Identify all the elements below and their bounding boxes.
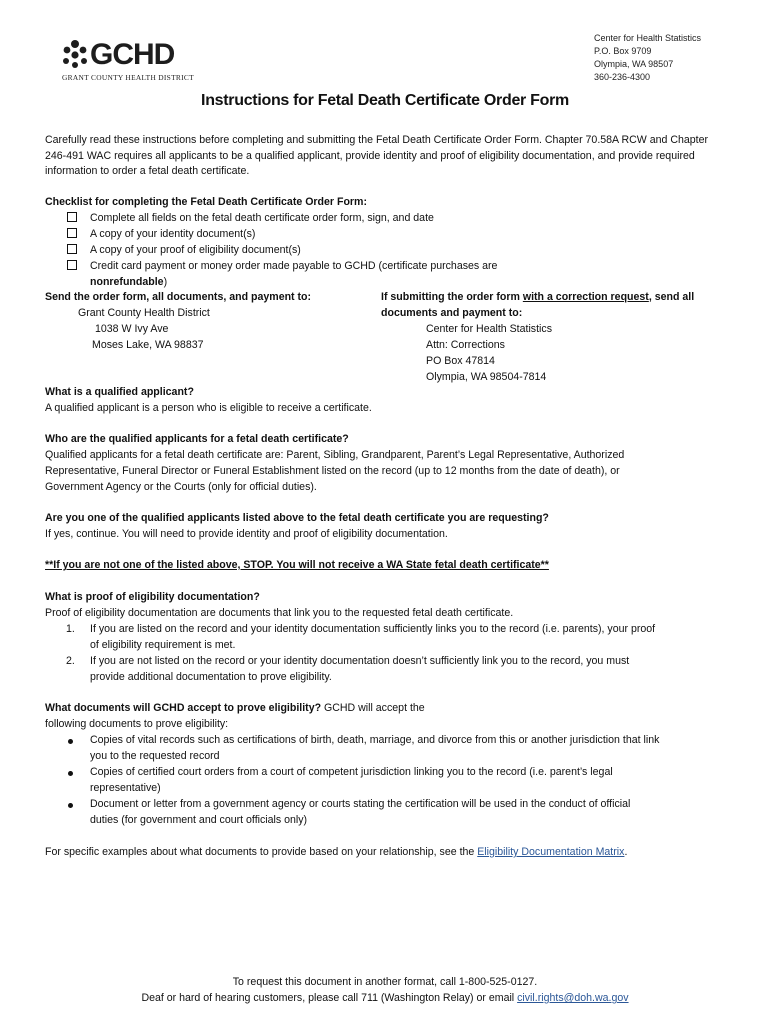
qualified-heading: What is a qualified applicant?	[45, 386, 194, 398]
stop-notice: **If you are not one of the listed above, STOP. You will not receive a WA State fetal death certificate**	[45, 559, 549, 571]
address-line: 360-236-4300	[594, 72, 651, 82]
accept-bullet-line: Copies of certified court orders from a court of competent jurisdiction linking you to the record (i.e. parent’s legal	[90, 766, 613, 778]
checklist-item-label: A copy of your proof of eligibility document(s)	[90, 244, 301, 256]
correction-address-line: Center for Health Statistics	[426, 323, 552, 335]
logo-text: GCHD	[90, 38, 175, 71]
correction-address-line: PO Box 47814	[426, 355, 495, 367]
list-number: 1.	[66, 623, 75, 635]
proof-item-line: If you are not listed on the record or your identity documentation doesn’t sufficiently link you to the record, you must	[90, 655, 630, 667]
checklist-item	[67, 227, 256, 243]
checklist-item	[67, 243, 301, 259]
correction-heading-post: , send all	[648, 291, 695, 303]
checkbox-icon	[67, 212, 77, 222]
send-address-line: Grant County Health District	[78, 307, 210, 319]
bullet-icon	[68, 803, 73, 808]
eligibility-matrix-link[interactable]: Eligibility Documentation Matrix	[477, 846, 625, 858]
checkbox-icon	[67, 228, 77, 238]
address-line: Center for Health Statistics	[594, 33, 702, 43]
proof-heading: What is proof of eligibility documentation?	[45, 591, 260, 603]
accept-bullet-line: Copies of vital records such as certifications of birth, death, marriage, and divorce from this or another jurisdiction that link	[90, 734, 660, 746]
correction-heading-pre: If submitting the order form	[381, 291, 523, 303]
list-number: 2.	[66, 655, 75, 667]
bullet-icon	[68, 739, 73, 744]
checklist-item-label: A copy of your identity document(s)	[90, 228, 256, 240]
proof-item-line: provide additional documentation to prove eligibility.	[90, 671, 332, 683]
accept-bullet-line: representative)	[90, 782, 161, 794]
correction-heading	[381, 290, 694, 306]
accept-bullet-line: duties (for government and court officials only)	[90, 814, 308, 826]
accept-bullet-line: Document or letter from a government agency or courts stating the certification will be used in the conduct of official	[90, 798, 631, 810]
bullet-icon	[68, 771, 73, 776]
logo-mark-icon	[60, 38, 90, 70]
email-link[interactable]: civil.rights@doh.wa.gov	[517, 992, 629, 1004]
nonrefundable-text: nonrefundable	[90, 276, 164, 288]
checklist-item	[67, 211, 434, 227]
correction-heading-underlined: with a correction request	[522, 291, 649, 303]
who-heading: Who are the qualified applicants for a fetal death certificate?	[45, 433, 349, 445]
checklist-heading: Checklist for completing the Fetal Death Certificate Order Form:	[45, 196, 367, 208]
send-address-line: 1038 W Ivy Ave	[95, 323, 169, 335]
correction-address-line: Olympia, WA 98504-7814	[426, 371, 547, 383]
correction-heading-line2: documents and payment to:	[381, 307, 523, 319]
examples-line	[45, 845, 627, 861]
proof-item-line: of eligibility requirement is met.	[90, 639, 236, 651]
gchd-logo	[60, 38, 210, 84]
proof-body: Proof of eligibility documentation are documents that link you to the requested fetal death certificate.	[45, 607, 514, 619]
accept-heading-bold: What documents will GCHD accept to prove eligibility?	[45, 702, 322, 714]
address-line: P.O. Box 9709	[594, 46, 652, 56]
accept-bullet-line: you to the requested record	[90, 750, 220, 762]
checklist-item	[67, 259, 498, 275]
logo-subtitle: GRANT COUNTY HEALTH DISTRICT	[62, 73, 194, 82]
closing-paren: )	[163, 276, 168, 288]
footer-line1: To request this document in another format, call 1-800-525-0127.	[232, 976, 538, 988]
footer-line2-text: Deaf or hard of hearing customers, please call 711 (Washington Relay) or email	[141, 992, 518, 1004]
footer-line2	[0, 991, 770, 1007]
correction-address-line: Attn: Corrections	[426, 339, 505, 351]
send-address-line: Moses Lake, WA 98837	[92, 339, 204, 351]
examples-text: For specific examples about what documents to provide based on your relationship, see the	[45, 846, 478, 858]
qualified-body: A qualified applicant is a person who is eligible to receive a certificate.	[45, 402, 372, 414]
accept-heading-tail: GCHD will accept the	[321, 702, 425, 714]
checklist-item-label: Credit card payment or money order made payable to GCHD (certificate purchases are	[90, 260, 498, 272]
who-line: Qualified applicants for a fetal death certificate are: Parent, Sibling, Grandparent, Parent’s Legal Representative, Authorized	[45, 449, 625, 461]
intro-paragraph: Carefully read these instructions before completing and submitting the Fetal Death Certificate Order Form. Chapter 70.58A RCW and Chapter 246-491 WAC requires all applicants to be a qualified applicant, provide identity and proof of eligibility documentation, and provide required information to order a fetal death certificate.	[45, 134, 709, 178]
examples-period: .	[624, 846, 628, 858]
are-you-body: If yes, continue. You will need to provide identity and proof of eligibility documentation.	[45, 528, 448, 540]
accept-line2: following documents to prove eligibility:	[45, 718, 229, 730]
accept-heading	[45, 701, 425, 717]
are-you-heading: Are you one of the qualified applicants listed above to the fetal death certificate you are requesting?	[45, 512, 549, 524]
checklist-item-continuation	[90, 275, 167, 291]
send-heading: Send the order form, all documents, and payment to:	[45, 291, 312, 303]
header-address	[594, 32, 701, 84]
checkbox-icon	[67, 260, 77, 270]
checklist-item-label: Complete all fields on the fetal death certificate order form, sign, and date	[90, 212, 434, 224]
who-line: Representative, Funeral Director or Funeral Establishment listed on the record (up to 12 months from the date of death), or	[45, 465, 620, 477]
who-line: Government Agency or the Courts (only for official duties).	[45, 481, 317, 493]
proof-item-line: If you are listed on the record and your identity documentation sufficiently links you to the record (i.e. parents), your proof	[90, 623, 656, 635]
page-title: Instructions for Fetal Death Certificate Order Form	[201, 92, 569, 109]
checkbox-icon	[67, 244, 77, 254]
address-line: Olympia, WA 98507	[594, 59, 674, 69]
